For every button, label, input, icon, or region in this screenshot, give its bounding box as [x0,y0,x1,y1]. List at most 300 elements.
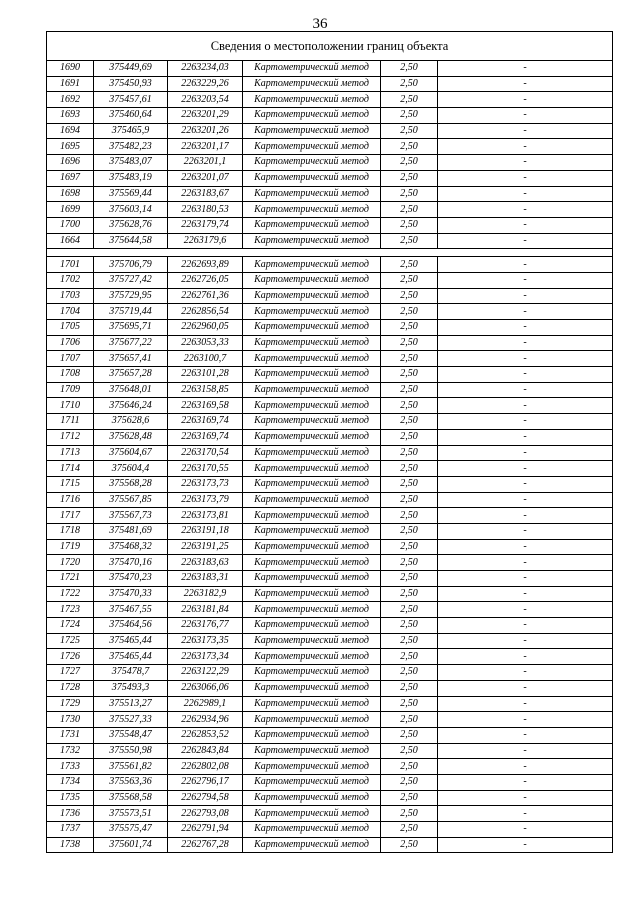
method-cell: Картометрический метод [243,743,381,759]
accuracy-cell: 2,50 [381,523,438,539]
y-coordinate-cell: 2263183,31 [168,571,243,587]
point-number-cell: 1692 [47,92,94,108]
method-cell: Картометрический метод [243,727,381,743]
table-row [47,398,613,414]
y-coordinate-cell: 2263173,73 [168,476,243,492]
method-cell: Картометрический метод [243,555,381,571]
table-row [47,61,613,77]
x-coordinate-cell: 375657,41 [94,351,168,367]
point-number-cell: 1720 [47,555,94,571]
description-cell: - [438,398,613,414]
description-cell: - [438,790,613,806]
x-coordinate-cell: 375677,22 [94,335,168,351]
description-cell: - [438,759,613,775]
x-coordinate-cell: 375727,42 [94,272,168,288]
accuracy-cell: 2,50 [381,429,438,445]
table-row [47,649,613,665]
method-cell: Картометрический метод [243,108,381,124]
point-number-cell: 1693 [47,108,94,124]
x-coordinate-cell: 375603,14 [94,202,168,218]
method-cell: Картометрический метод [243,492,381,508]
point-number-cell: 1713 [47,445,94,461]
accuracy-cell: 2,50 [381,170,438,186]
description-cell: - [438,429,613,445]
description-cell: - [438,304,613,320]
table-row [47,288,613,304]
method-cell: Картометрический метод [243,759,381,775]
y-coordinate-cell: 2262794,58 [168,790,243,806]
table-row [47,790,613,806]
y-coordinate-cell: 2262960,05 [168,320,243,336]
x-coordinate-cell: 375604,4 [94,461,168,477]
table-row [47,696,613,712]
x-coordinate-cell: 375464,56 [94,618,168,634]
y-coordinate-cell: 2262853,52 [168,727,243,743]
x-coordinate-cell: 375449,69 [94,61,168,77]
y-coordinate-cell: 2262791,94 [168,822,243,838]
table-row [47,539,613,555]
table-row [47,665,613,681]
accuracy-cell: 2,50 [381,649,438,665]
description-cell: - [438,806,613,822]
y-coordinate-cell: 2263201,26 [168,123,243,139]
accuracy-cell: 2,50 [381,155,438,171]
accuracy-cell: 2,50 [381,586,438,602]
point-number-cell: 1698 [47,186,94,202]
method-cell: Картометрический метод [243,272,381,288]
description-cell: - [438,367,613,383]
x-coordinate-cell: 375567,73 [94,508,168,524]
point-number-cell: 1709 [47,382,94,398]
table-row [47,727,613,743]
method-cell: Картометрический метод [243,139,381,155]
table-title: Сведения о местоположении границ объекта [47,32,613,61]
table-row [47,445,613,461]
page-number: 36 [312,16,328,32]
method-cell: Картометрический метод [243,774,381,790]
x-coordinate-cell: 375706,79 [94,257,168,273]
table-row [47,217,613,233]
y-coordinate-cell: 2263181,84 [168,602,243,618]
accuracy-cell: 2,50 [381,288,438,304]
method-cell: Картометрический метод [243,476,381,492]
accuracy-cell: 2,50 [381,727,438,743]
y-coordinate-cell: 2262761,36 [168,288,243,304]
point-number-cell: 1734 [47,774,94,790]
y-coordinate-cell: 2263122,29 [168,665,243,681]
table-row [47,155,613,171]
y-coordinate-cell: 2263066,06 [168,680,243,696]
y-coordinate-cell: 2262767,28 [168,837,243,853]
table-row [47,351,613,367]
y-coordinate-cell: 2263169,58 [168,398,243,414]
description-cell: - [438,743,613,759]
table-row [47,523,613,539]
y-coordinate-cell: 2263182,9 [168,586,243,602]
accuracy-cell: 2,50 [381,61,438,77]
description-cell: - [438,186,613,202]
table-row [47,367,613,383]
point-number-cell: 1695 [47,139,94,155]
description-cell: - [438,602,613,618]
description-cell: - [438,445,613,461]
table-row [47,806,613,822]
method-cell: Картометрический метод [243,257,381,273]
description-cell: - [438,335,613,351]
point-number-cell: 1694 [47,123,94,139]
table-row [47,774,613,790]
description-cell: - [438,712,613,728]
y-coordinate-cell: 2263180,53 [168,202,243,218]
x-coordinate-cell: 375481,69 [94,523,168,539]
x-coordinate-cell: 375513,27 [94,696,168,712]
group-separator-cell [47,249,613,257]
method-cell: Картометрический метод [243,217,381,233]
x-coordinate-cell: 375478,7 [94,665,168,681]
y-coordinate-cell: 2262793,08 [168,806,243,822]
method-cell: Картометрический метод [243,461,381,477]
description-cell: - [438,649,613,665]
accuracy-cell: 2,50 [381,508,438,524]
y-coordinate-cell: 2262934,96 [168,712,243,728]
table-row [47,429,613,445]
method-cell: Картометрический метод [243,649,381,665]
table-row [47,414,613,430]
point-number-cell: 1735 [47,790,94,806]
x-coordinate-cell: 375648,01 [94,382,168,398]
x-coordinate-cell: 375465,44 [94,649,168,665]
accuracy-cell: 2,50 [381,202,438,218]
x-coordinate-cell: 375601,74 [94,837,168,853]
description-cell: - [438,665,613,681]
x-coordinate-cell: 375460,64 [94,108,168,124]
table-row [47,712,613,728]
y-coordinate-cell: 2263179,6 [168,233,243,249]
y-coordinate-cell: 2263183,63 [168,555,243,571]
accuracy-cell: 2,50 [381,837,438,853]
accuracy-cell: 2,50 [381,571,438,587]
accuracy-cell: 2,50 [381,217,438,233]
y-coordinate-cell: 2263203,54 [168,92,243,108]
accuracy-cell: 2,50 [381,108,438,124]
accuracy-cell: 2,50 [381,414,438,430]
description-cell: - [438,476,613,492]
table-row [47,139,613,155]
x-coordinate-cell: 375561,82 [94,759,168,775]
y-coordinate-cell: 2263173,35 [168,633,243,649]
description-cell: - [438,571,613,587]
point-number-cell: 1728 [47,680,94,696]
point-number-cell: 1716 [47,492,94,508]
accuracy-cell: 2,50 [381,712,438,728]
method-cell: Картометрический метод [243,123,381,139]
point-number-cell: 1700 [47,217,94,233]
description-cell: - [438,696,613,712]
y-coordinate-cell: 2263229,26 [168,76,243,92]
x-coordinate-cell: 375646,24 [94,398,168,414]
method-cell: Картометрический метод [243,335,381,351]
point-number-cell: 1714 [47,461,94,477]
y-coordinate-cell: 2263201,1 [168,155,243,171]
point-number-cell: 1723 [47,602,94,618]
accuracy-cell: 2,50 [381,92,438,108]
y-coordinate-cell: 2263053,33 [168,335,243,351]
accuracy-cell: 2,50 [381,233,438,249]
point-number-cell: 1725 [47,633,94,649]
accuracy-cell: 2,50 [381,696,438,712]
method-cell: Картометрический метод [243,382,381,398]
point-number-cell: 1737 [47,822,94,838]
x-coordinate-cell: 375573,51 [94,806,168,822]
method-cell: Картометрический метод [243,320,381,336]
point-number-cell: 1704 [47,304,94,320]
x-coordinate-cell: 375483,07 [94,155,168,171]
table-row [47,837,613,853]
accuracy-cell: 2,50 [381,665,438,681]
y-coordinate-cell: 2263169,74 [168,414,243,430]
table-row [47,170,613,186]
description-cell: - [438,233,613,249]
accuracy-cell: 2,50 [381,759,438,775]
method-cell: Картометрический метод [243,790,381,806]
description-cell: - [438,92,613,108]
description-cell: - [438,539,613,555]
method-cell: Картометрический метод [243,822,381,838]
accuracy-cell: 2,50 [381,618,438,634]
x-coordinate-cell: 375628,48 [94,429,168,445]
table-row [47,186,613,202]
method-cell: Картометрический метод [243,202,381,218]
point-number-cell: 1707 [47,351,94,367]
table-row [47,202,613,218]
x-coordinate-cell: 375729,95 [94,288,168,304]
description-cell: - [438,837,613,853]
y-coordinate-cell: 2263170,55 [168,461,243,477]
method-cell: Картометрический метод [243,633,381,649]
method-cell: Картометрический метод [243,304,381,320]
y-coordinate-cell: 2263201,17 [168,139,243,155]
table-row [47,555,613,571]
x-coordinate-cell: 375467,55 [94,602,168,618]
accuracy-cell: 2,50 [381,445,438,461]
description-cell: - [438,555,613,571]
description-cell: - [438,320,613,336]
point-number-cell: 1697 [47,170,94,186]
y-coordinate-cell: 2263170,54 [168,445,243,461]
y-coordinate-cell: 2262796,17 [168,774,243,790]
accuracy-cell: 2,50 [381,335,438,351]
description-cell: - [438,508,613,524]
point-number-cell: 1705 [47,320,94,336]
method-cell: Картометрический метод [243,429,381,445]
method-cell: Картометрический метод [243,712,381,728]
method-cell: Картометрический метод [243,837,381,853]
table-row [47,92,613,108]
y-coordinate-cell: 2262856,54 [168,304,243,320]
accuracy-cell: 2,50 [381,367,438,383]
y-coordinate-cell: 2263101,28 [168,367,243,383]
accuracy-cell: 2,50 [381,257,438,273]
description-cell: - [438,774,613,790]
accuracy-cell: 2,50 [381,790,438,806]
y-coordinate-cell: 2263173,79 [168,492,243,508]
y-coordinate-cell: 2263173,34 [168,649,243,665]
method-cell: Картометрический метод [243,571,381,587]
table-row [47,257,613,273]
x-coordinate-cell: 375548,47 [94,727,168,743]
method-cell: Картометрический метод [243,445,381,461]
description-cell: - [438,123,613,139]
table-row [47,508,613,524]
description-cell: - [438,727,613,743]
y-coordinate-cell: 2262726,05 [168,272,243,288]
accuracy-cell: 2,50 [381,539,438,555]
x-coordinate-cell: 375568,58 [94,790,168,806]
point-number-cell: 1696 [47,155,94,171]
x-coordinate-cell: 375719,44 [94,304,168,320]
method-cell: Картометрический метод [243,398,381,414]
description-cell: - [438,586,613,602]
accuracy-cell: 2,50 [381,398,438,414]
accuracy-cell: 2,50 [381,822,438,838]
method-cell: Картометрический метод [243,806,381,822]
point-number-cell: 1706 [47,335,94,351]
method-cell: Картометрический метод [243,414,381,430]
method-cell: Картометрический метод [243,680,381,696]
x-coordinate-cell: 375550,98 [94,743,168,759]
point-number-cell: 1664 [47,233,94,249]
accuracy-cell: 2,50 [381,806,438,822]
y-coordinate-cell: 2263191,25 [168,539,243,555]
point-number-cell: 1729 [47,696,94,712]
x-coordinate-cell: 375628,76 [94,217,168,233]
x-coordinate-cell: 375527,33 [94,712,168,728]
boundary-coordinates-table [46,31,613,853]
x-coordinate-cell: 375457,61 [94,92,168,108]
y-coordinate-cell: 2263234,03 [168,61,243,77]
point-number-cell: 1731 [47,727,94,743]
point-number-cell: 1708 [47,367,94,383]
y-coordinate-cell: 2263201,29 [168,108,243,124]
method-cell: Картометрический метод [243,351,381,367]
y-coordinate-cell: 2263173,81 [168,508,243,524]
point-number-cell: 1726 [47,649,94,665]
description-cell: - [438,202,613,218]
table-row [47,335,613,351]
method-cell: Картометрический метод [243,618,381,634]
point-number-cell: 1715 [47,476,94,492]
table-row [47,602,613,618]
table-row [47,476,613,492]
table-row [47,233,613,249]
table-row [47,618,613,634]
table-row [47,320,613,336]
method-cell: Картометрический метод [243,76,381,92]
method-cell: Картометрический метод [243,186,381,202]
point-number-cell: 1717 [47,508,94,524]
description-cell: - [438,272,613,288]
accuracy-cell: 2,50 [381,351,438,367]
method-cell: Картометрический метод [243,602,381,618]
point-number-cell: 1718 [47,523,94,539]
description-cell: - [438,523,613,539]
x-coordinate-cell: 375465,44 [94,633,168,649]
accuracy-cell: 2,50 [381,272,438,288]
method-cell: Картометрический метод [243,508,381,524]
point-number-cell: 1710 [47,398,94,414]
accuracy-cell: 2,50 [381,492,438,508]
description-cell: - [438,61,613,77]
point-number-cell: 1691 [47,76,94,92]
method-cell: Картометрический метод [243,233,381,249]
point-number-cell: 1736 [47,806,94,822]
accuracy-cell: 2,50 [381,461,438,477]
y-coordinate-cell: 2263100,7 [168,351,243,367]
x-coordinate-cell: 375657,28 [94,367,168,383]
accuracy-cell: 2,50 [381,139,438,155]
table-row [47,680,613,696]
method-cell: Картометрический метод [243,170,381,186]
table-row [47,123,613,139]
table-title-row [47,32,613,61]
x-coordinate-cell: 375563,36 [94,774,168,790]
description-cell: - [438,170,613,186]
y-coordinate-cell: 2263201,07 [168,170,243,186]
y-coordinate-cell: 2263179,74 [168,217,243,233]
accuracy-cell: 2,50 [381,304,438,320]
method-cell: Картометрический метод [243,288,381,304]
accuracy-cell: 2,50 [381,382,438,398]
method-cell: Картометрический метод [243,155,381,171]
method-cell: Картометрический метод [243,586,381,602]
x-coordinate-cell: 375493,3 [94,680,168,696]
description-cell: - [438,461,613,477]
accuracy-cell: 2,50 [381,743,438,759]
description-cell: - [438,680,613,696]
accuracy-cell: 2,50 [381,76,438,92]
x-coordinate-cell: 375483,19 [94,170,168,186]
table-row [47,571,613,587]
table-row [47,759,613,775]
accuracy-cell: 2,50 [381,555,438,571]
accuracy-cell: 2,50 [381,186,438,202]
method-cell: Картометрический метод [243,539,381,555]
accuracy-cell: 2,50 [381,320,438,336]
point-number-cell: 1701 [47,257,94,273]
method-cell: Картометрический метод [243,92,381,108]
description-cell: - [438,414,613,430]
table-row [47,382,613,398]
point-number-cell: 1730 [47,712,94,728]
point-number-cell: 1703 [47,288,94,304]
point-number-cell: 1702 [47,272,94,288]
x-coordinate-cell: 375628,6 [94,414,168,430]
x-coordinate-cell: 375470,23 [94,571,168,587]
description-cell: - [438,633,613,649]
y-coordinate-cell: 2262693,89 [168,257,243,273]
y-coordinate-cell: 2263176,77 [168,618,243,634]
x-coordinate-cell: 375695,71 [94,320,168,336]
table-row [47,76,613,92]
y-coordinate-cell: 2263158,85 [168,382,243,398]
table-row [47,633,613,649]
table-row [47,272,613,288]
y-coordinate-cell: 2263191,18 [168,523,243,539]
description-cell: - [438,108,613,124]
accuracy-cell: 2,50 [381,774,438,790]
description-cell: - [438,288,613,304]
y-coordinate-cell: 2262843,84 [168,743,243,759]
